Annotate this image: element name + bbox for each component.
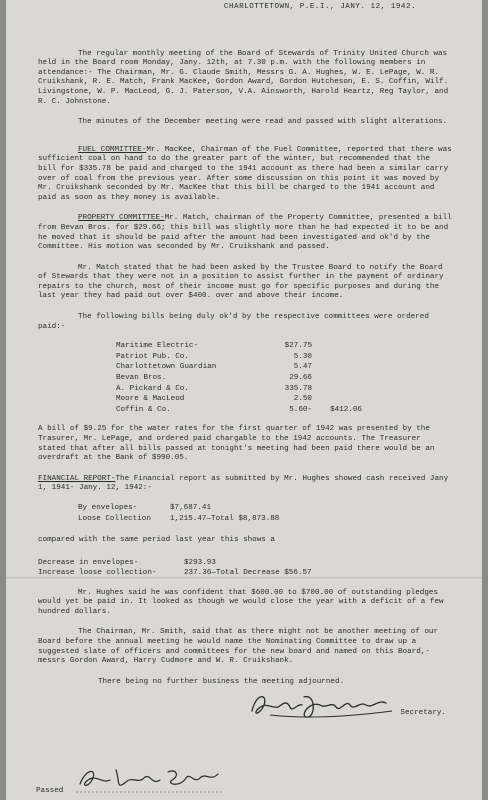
page-header: CHARLOTTETOWN, P.E.I., JANY. 12, 1942. [223,3,417,11]
list-item: Maritime Electric- $27.75 [116,342,312,351]
receipts-list [78,503,452,525]
list-item: Moore & MacLeod 2.50 [116,395,312,404]
secretary-signature-icon [246,689,396,723]
passed-block [36,760,236,800]
minutes-page [6,0,482,800]
financial-paragraph [38,475,452,494]
minutes-paragraph: The minutes of the December meeting were read and passed with slight alterations. [78,118,448,127]
fuel-paragraph [38,146,452,204]
property-heading: PROPERTY COMMITTEE- [78,214,165,223]
list-item: Increase loose collection- 237.36—Total Decrease $56.57 [38,568,312,577]
list-item: A. Pickard & Co. 335.78 [116,384,312,393]
hughes-paragraph: Mr. Hughes said he was confident that $600.00 to $700.00 of outstanding pledges would yet be paid in. It looked as though we would close the year with a deficit of a few hundred dollars. [38,588,444,616]
fuel-heading: FUEL COMMITTEE- [78,145,147,154]
list-item: By envelopes- $7,687.41 [78,503,212,512]
passed-label: Passed [36,787,64,795]
secretary-signature-block [246,689,446,719]
bills-list [116,341,452,415]
property-text: Mr. Match, chairman of the Property Committee, presented a bill from Bevan Bros. for $29.66; this bill was slightly more than he had expected it to be and he moved that it should be paid after the amount had been investigated and ok'd by the Committee. His motion was seconded by Mr. Cruikshank and passed. [38,214,452,252]
list-item: Decrease in envelopes- $293.93 [38,558,216,567]
compare-intro: compared with the same period last year this shows a [38,535,275,544]
financial-heading: FINANCIAL REPORT- [38,474,116,483]
page-fold [6,577,482,580]
chairman-signature-icon [76,762,226,794]
bills-intro: The following bills being duly ok'd by the respective committees were ordered paid:- [38,313,429,331]
property-paragraph [38,214,452,252]
adjourn-paragraph: There being no further business the meeting adjourned. [98,677,345,686]
list-item: Loose Collection 1,215.47—Total $8,873.88 [78,514,280,523]
fuel-text: Mr. MacKee, Chairman of the Fuel Committee, reported that there was sufficient coal on hand to do the greater part of the winter, but recommended that the bill for $335.78 be paid and charged to the 1941 account as there had been a similar carry over of coal from the previous year. After some discussion on this point it was moved by Mr. Cruikshank seconded by Mr. MacKee that this bill be charged to the 1941 account and paid as soon as they money is available. [38,145,452,202]
comparison-list [38,558,452,578]
water-paragraph: A bill of $9.25 for the water rates for the first quarter of 1942 was presented by the Trasurer, Mr. LePage, and ordered paid chargable to the 1942 accounts. The Treasurer stated that after all bills passed at tonight's meeting had been paid there would be an overdraft at the Bank of $990.05. [38,425,435,463]
match-paragraph: Mr. Match stated that he had been asked by the Trustee Board to notify the Board of Stewards that they were not in a position to assist further in the payment of ordinary repairs to the church, most of their income must go for specific purposes and during the last year they had paid out over $400. over and above their income. [38,263,444,301]
list-item: Charlottetown Guardian 5.47 [116,363,312,372]
list-item: Bevan Bros. 29.66 [116,374,312,383]
financial-text: The Financial report as submitted by Mr. Hughes showed cash received Jany 1, 1941- Jany. 12, 1942:- [38,474,449,493]
secretary-label: Secretary. [400,709,446,717]
list-item: Patriot Pub. Co. 5.30 [116,352,312,361]
list-item: Coffin & Co. 5.60- $412.06 [116,405,362,414]
chairman-paragraph: The Chairman, Mr. Smith, said that as there might not be another meeting of our Board before the annual meeting he would name the Nominating Committee to draw up a suggested slate of officers and committees for the new board and named on this Board,- messrs Gordon Award, Harry Cudmore and W. R. Cruikshank. [38,628,439,666]
intro-paragraph: The regular monthly meeting of the Board of Stewards of Trinity United Church was held in the Board room Monday, Jany. 12th, at 7.30 p.m. with the following members in attendance:- The Chairman, Mr. G. Claude Smith, Messrs G. A. Hughes, W. E. LePage, W. R. Cruikshank, R. E. Match, Frank MacKee, Gordon Award, Gordon Hutcheson, E. S. Coffin, Wilf. Livingstone, W. P. MacLeod, G. J. Paterson, V.A. Ainsworth, Harold Heartz, Reg Taylor, and R. C. Johnstone. [38,49,449,106]
